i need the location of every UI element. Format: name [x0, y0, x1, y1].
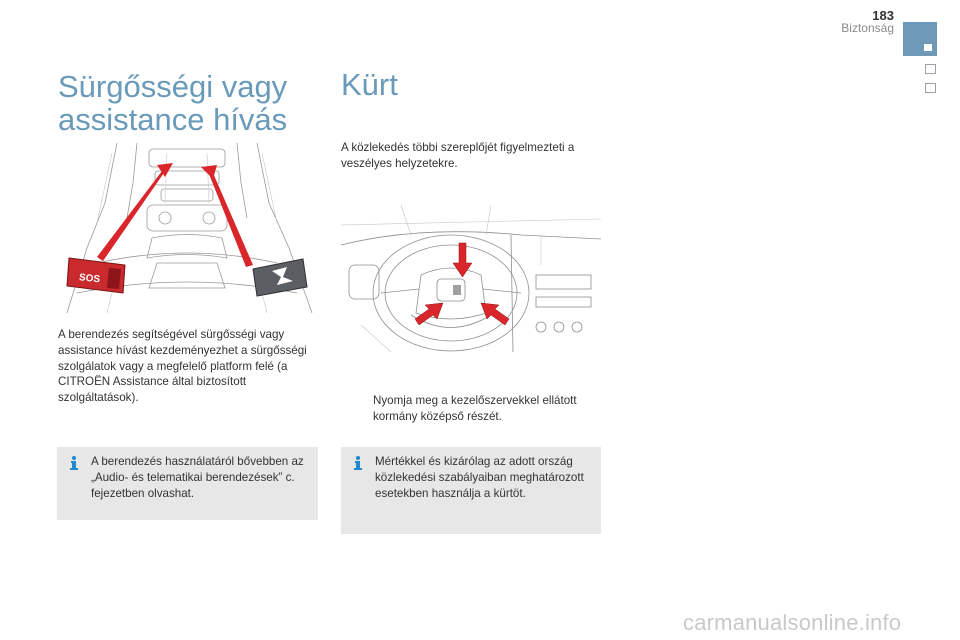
section-title-emergency-call [58, 70, 318, 136]
watermark: carmanualsonline.info [683, 610, 902, 635]
section-title-horn: Kürt [341, 67, 398, 102]
chapter-tab[interactable] [925, 83, 936, 93]
instruction-text: Nyomja meg a kezelőszervekkel ellátott kormány középső részét. [373, 394, 577, 423]
horn-description: A közlekedés többi szereplőjét figyelmezteti a veszélyes helyzetekre. [341, 141, 575, 170]
page-number: 183 [872, 8, 894, 23]
sos-button-label: SOS [78, 272, 101, 286]
section-name: Biztonság [841, 21, 894, 35]
info-box-emergency [57, 447, 318, 520]
ceiling-console-illustration [57, 143, 318, 316]
tab-marker [924, 44, 932, 51]
chapter-tab[interactable] [925, 64, 936, 74]
steering-wheel-illustration [341, 205, 601, 352]
title-line: Sürgősségi vagy [58, 69, 288, 104]
horn-logo-icon [453, 285, 461, 295]
info-icon [67, 455, 81, 471]
emergency-call-description: A berendezés segítségével sürgősségi vagy assistance hívást kezdeményezhet a sürgősségi szolgálatok vagy a megfelelő platform felé (a CITROËN Assistance által biztosított szolgáltatások). [58, 328, 307, 405]
info-text: Mértékkel és kizárólag az adott ország közlekedési szabályaiban meghatározott esetekben használja a kürtöt. [375, 455, 584, 500]
info-box-horn [341, 447, 601, 534]
info-icon [351, 455, 365, 471]
info-text: A berendezés használatáról bővebben az „Audio- és telematikai berendezések” c. fejezetben olvashat. [91, 455, 304, 500]
chapter-tab-active[interactable] [903, 22, 937, 56]
title-line: assistance hívás [58, 102, 288, 137]
